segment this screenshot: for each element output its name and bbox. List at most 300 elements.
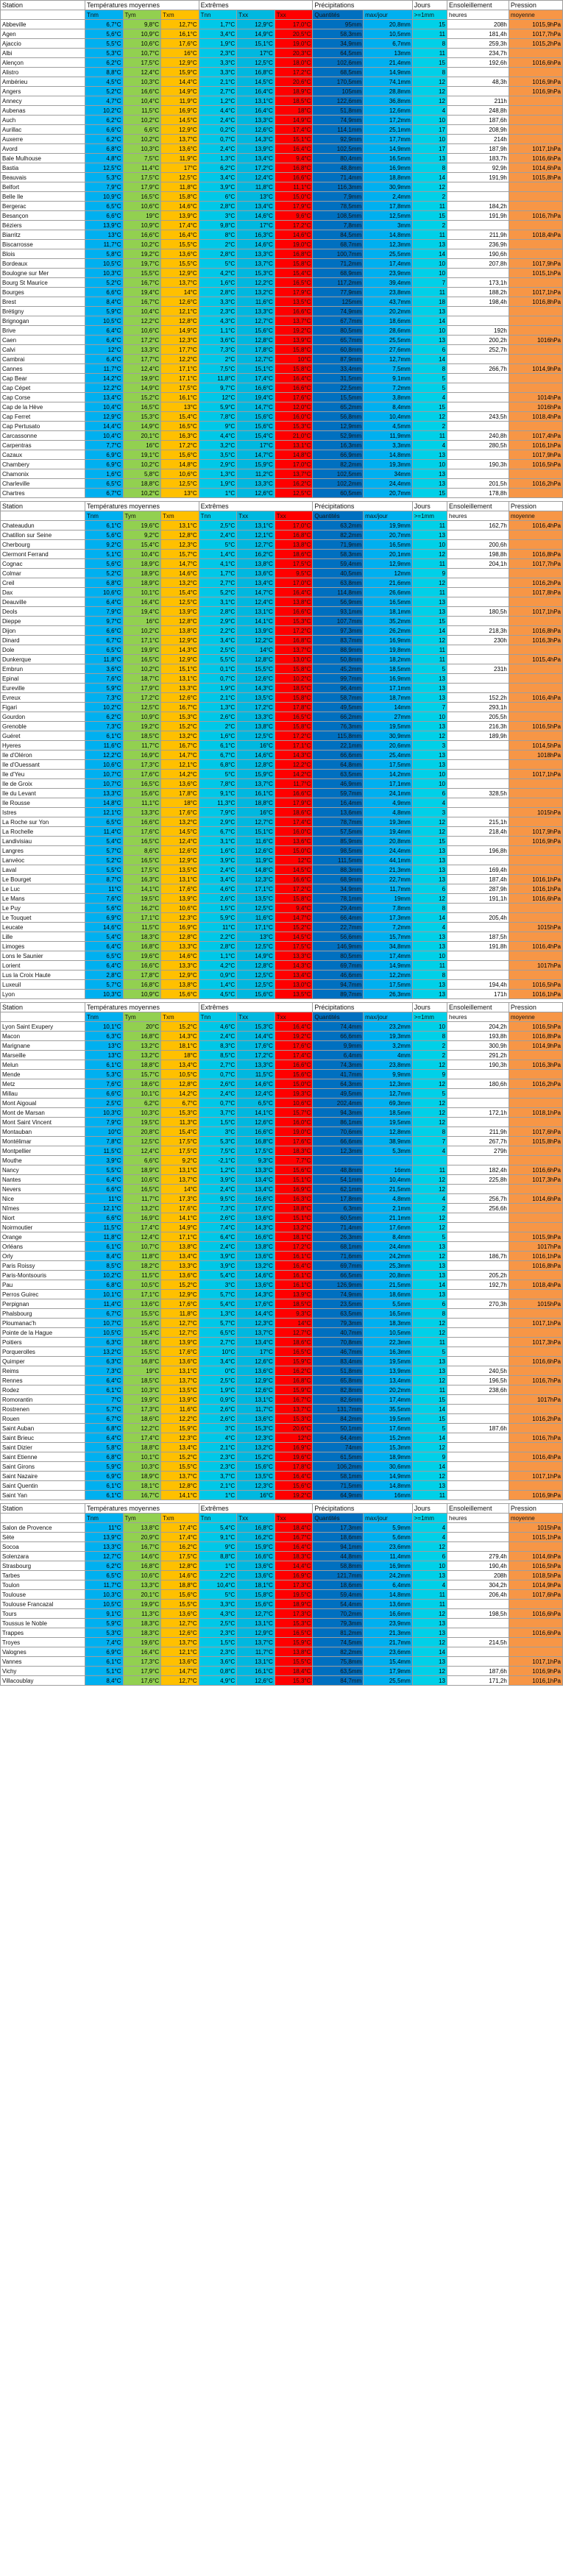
cell-tx: 12,8°C bbox=[237, 336, 275, 345]
station-row bbox=[1, 1357, 563, 1366]
station-row bbox=[1, 1194, 563, 1204]
cell-tm: 16,7°C bbox=[161, 703, 199, 712]
cell-tx: 13,2°C bbox=[237, 288, 275, 297]
cell-tno: 7,4°C bbox=[199, 1223, 237, 1232]
cell-ty: 10,3°C bbox=[123, 77, 161, 87]
cell-tno: 3,4°C bbox=[199, 1357, 237, 1366]
cell-ty: 10,3°C bbox=[123, 1462, 161, 1472]
cell-tn: 5,2°C bbox=[85, 278, 123, 288]
cell-tn: 5,2°C bbox=[85, 87, 123, 96]
station-name: Creil bbox=[1, 578, 85, 588]
station-name: Cazaux bbox=[1, 450, 85, 460]
cell-ty: 6,6°C bbox=[123, 125, 161, 135]
cell-p: 1016,7hPa bbox=[509, 211, 562, 221]
cell-tx: 17°C bbox=[237, 441, 275, 450]
cell-tm: 12,2°C bbox=[161, 1414, 199, 1424]
station-name: Porquerolles bbox=[1, 1347, 85, 1357]
cell-mj: 13,4mm bbox=[364, 1376, 413, 1385]
cell-mj: 12,6mm bbox=[364, 106, 413, 116]
cell-mj: 14,8mm bbox=[364, 1481, 413, 1491]
cell-q: 202,4mm bbox=[313, 1099, 364, 1108]
cell-p bbox=[509, 383, 562, 393]
cell-tm: 14,2°C bbox=[161, 1089, 199, 1099]
cell-h bbox=[447, 617, 509, 626]
cell-tm: 18,1°C bbox=[161, 1041, 199, 1051]
cell-tno: 2,1°C bbox=[199, 693, 237, 703]
cell-p bbox=[509, 540, 562, 550]
cell-txo: 16,5°C bbox=[275, 1347, 313, 1357]
cell-h: 169,4h bbox=[447, 865, 509, 875]
cell-tm: 12,9°C bbox=[161, 856, 199, 865]
cell-p: 1016,9hPa bbox=[509, 1667, 562, 1676]
cell-h: 171h bbox=[447, 990, 509, 999]
cell-q: 58,8mm bbox=[313, 1561, 364, 1571]
cell-tx: 13,3°C bbox=[237, 116, 275, 125]
cell-q: 58,3mm bbox=[313, 29, 364, 39]
cell-txo: 16,4°C bbox=[275, 1022, 313, 1032]
cell-j: 12 bbox=[412, 1060, 447, 1070]
station-name: Carpentras bbox=[1, 441, 85, 450]
header-station: Station bbox=[1, 1003, 85, 1012]
cell-p: 1017,8hPa bbox=[509, 588, 562, 597]
cell-txo: 15,0°C bbox=[275, 846, 313, 856]
cell-tn: 6,8°C bbox=[85, 1280, 123, 1290]
cell-mj: 21,4mm bbox=[364, 58, 413, 68]
cell-ty: 19,6°C bbox=[123, 1638, 161, 1647]
cell-ty: 13,3°C bbox=[123, 1580, 161, 1590]
cell-tm: 13,3°C bbox=[161, 942, 199, 951]
cell-tno: 3,3°C bbox=[199, 297, 237, 307]
cell-ty: 16°C bbox=[123, 441, 161, 450]
cell-txo: 15,9°C bbox=[275, 1385, 313, 1395]
cell-tx: 17°C bbox=[237, 1347, 275, 1357]
cell-mj: 2,1mm bbox=[364, 1204, 413, 1213]
cell-h: 270,3h bbox=[447, 1299, 509, 1309]
station-row bbox=[1, 703, 563, 712]
cell-ty: 15,5°C bbox=[123, 1309, 161, 1319]
station-name: Landivisiau bbox=[1, 837, 85, 846]
cell-j: 18 bbox=[412, 297, 447, 307]
cell-mj: 25,5mm bbox=[364, 336, 413, 345]
cell-tm: 17,5°C bbox=[161, 1146, 199, 1156]
cell-mj: 17,4mm bbox=[364, 1395, 413, 1405]
cell-tx: 12,1°C bbox=[237, 531, 275, 540]
cell-h: 240,5h bbox=[447, 1366, 509, 1376]
header-tno: Tnn bbox=[199, 1514, 237, 1523]
cell-q: 79,3mm bbox=[313, 1619, 364, 1628]
cell-p bbox=[509, 1405, 562, 1414]
cell-tn: 11°C bbox=[85, 1523, 123, 1533]
cell-tno: 6,4°C bbox=[199, 1232, 237, 1242]
cell-h bbox=[447, 1452, 509, 1462]
cell-tx: 17,1°C bbox=[237, 923, 275, 932]
cell-tm: 13,9°C bbox=[161, 607, 199, 617]
cell-j: 12 bbox=[412, 1667, 447, 1676]
cell-tn: 14,6°C bbox=[85, 923, 123, 932]
cell-tno: 4,9°C bbox=[199, 1676, 237, 1686]
cell-ty: 6,2°C bbox=[123, 1099, 161, 1108]
station-row bbox=[1, 779, 563, 789]
cell-txo: 16,5°C bbox=[275, 712, 313, 722]
cell-tno: 5,7°C bbox=[199, 1290, 237, 1299]
cell-mj: 26,2mm bbox=[364, 626, 413, 636]
cell-p bbox=[509, 469, 562, 479]
cell-txo: 16,5°C bbox=[275, 1628, 313, 1638]
cell-tn: 5,9°C bbox=[85, 307, 123, 316]
cell-h bbox=[447, 1600, 509, 1609]
cell-q: 50,8mm bbox=[313, 655, 364, 664]
cell-j: 4 bbox=[412, 1146, 447, 1156]
cell-tno: 2,8°C bbox=[199, 202, 237, 211]
cell-j: 10 bbox=[412, 116, 447, 125]
cell-q: 84,5mm bbox=[313, 230, 364, 240]
cell-txo: 16,6°C bbox=[275, 789, 313, 798]
cell-h: 152,2h bbox=[447, 693, 509, 703]
cell-h: 205,2h bbox=[447, 1271, 509, 1280]
cell-q: 88,9mm bbox=[313, 645, 364, 655]
cell-tx: 15,9°C bbox=[237, 770, 275, 779]
cell-tm: 13,1°C bbox=[161, 1165, 199, 1175]
station-name: Calvi bbox=[1, 345, 85, 355]
cell-tno: 8,8°C bbox=[199, 1552, 237, 1561]
cell-mj: 3,2mm bbox=[364, 1041, 413, 1051]
cell-ty: 19,9°C bbox=[123, 374, 161, 383]
cell-tx: 14,3°C bbox=[237, 1290, 275, 1299]
cell-tm: 17,1°C bbox=[161, 374, 199, 383]
header-temperatures: Températures moyennes bbox=[85, 1504, 199, 1514]
station-row bbox=[1, 1089, 563, 1099]
cell-tn: 7,9°C bbox=[85, 607, 123, 617]
cell-q: 79,3mm bbox=[313, 1319, 364, 1328]
cell-tx: 15,1°C bbox=[237, 364, 275, 374]
cell-mj: 16,3mm bbox=[364, 1347, 413, 1357]
cell-tno: 1,3°C bbox=[199, 469, 237, 479]
cell-q: 18,6mm bbox=[313, 1580, 364, 1590]
station-name: Paris Roissy bbox=[1, 1261, 85, 1271]
cell-p bbox=[509, 345, 562, 355]
cell-txo: 13,8°C bbox=[275, 597, 313, 607]
cell-p bbox=[509, 1185, 562, 1194]
cell-tm: 17,3°C bbox=[161, 1194, 199, 1204]
cell-tx: 14,7°C bbox=[237, 588, 275, 597]
cell-mj: 24,1mm bbox=[364, 789, 413, 798]
cell-h bbox=[447, 1619, 509, 1628]
cell-j: 13 bbox=[412, 693, 447, 703]
cell-txo: 17,3°C bbox=[275, 1580, 313, 1590]
cell-ty: 10,9°C bbox=[123, 712, 161, 722]
cell-tno: 0,7°C bbox=[199, 135, 237, 144]
cell-tm: 17,2°C bbox=[161, 441, 199, 450]
cell-p: 1018,4hPa bbox=[509, 230, 562, 240]
cell-tx: 13,8°C bbox=[237, 1242, 275, 1252]
cell-tm: 17,5°C bbox=[161, 383, 199, 393]
cell-ty: 11,7°C bbox=[123, 1194, 161, 1204]
cell-j: 13 bbox=[412, 597, 447, 607]
cell-q: 71,5mm bbox=[313, 1481, 364, 1491]
cell-mj: 25,3mm bbox=[364, 1261, 413, 1271]
station-name: Ploumanac'h bbox=[1, 1319, 85, 1328]
cell-tx: 14°C bbox=[237, 645, 275, 655]
cell-q: 74,4mm bbox=[313, 1022, 364, 1032]
cell-tno: 6,8°C bbox=[199, 760, 237, 770]
cell-q: 89,7mm bbox=[313, 990, 364, 999]
cell-tn: 6,4°C bbox=[85, 597, 123, 607]
station-name: Boulogne sur Mer bbox=[1, 269, 85, 278]
cell-ty: 10,2°C bbox=[123, 460, 161, 469]
cell-j: 11 bbox=[412, 1385, 447, 1395]
cell-p: 1016hPa bbox=[509, 336, 562, 345]
station-name: Chambery bbox=[1, 460, 85, 469]
cell-tx: 16°C bbox=[237, 808, 275, 817]
cell-j: 12 bbox=[412, 1542, 447, 1552]
cell-tn: 10,7°C bbox=[85, 770, 123, 779]
header-j: >=1mm bbox=[412, 1514, 447, 1523]
cell-ty: 14,6°C bbox=[123, 1552, 161, 1561]
cell-tx: 16,6°C bbox=[237, 1127, 275, 1137]
station-name: Limoges bbox=[1, 942, 85, 951]
cell-j: 15 bbox=[412, 1414, 447, 1424]
cell-h bbox=[447, 1481, 509, 1491]
cell-ty: 19,9°C bbox=[123, 1600, 161, 1609]
cell-p: 1015,9hPa bbox=[509, 1232, 562, 1242]
station-row bbox=[1, 1452, 563, 1462]
station-row bbox=[1, 68, 563, 77]
cell-p: 1016,5hPa bbox=[509, 460, 562, 469]
cell-txo: 16,4°C bbox=[275, 1542, 313, 1552]
cell-tm: 13,2°C bbox=[161, 578, 199, 588]
station-name: Cambrai bbox=[1, 355, 85, 364]
cell-tn: 5,8°C bbox=[85, 249, 123, 259]
cell-q: 51,8mm bbox=[313, 106, 364, 116]
cell-tno: 9,7°C bbox=[199, 383, 237, 393]
cell-tn: 8,5°C bbox=[85, 1261, 123, 1271]
cell-q: 66,6mm bbox=[313, 751, 364, 760]
cell-txo: 14,5°C bbox=[275, 932, 313, 942]
cell-tm: 15,4°C bbox=[161, 412, 199, 422]
cell-p bbox=[509, 712, 562, 722]
cell-p bbox=[509, 106, 562, 116]
cell-tx: 16,6°C bbox=[237, 1552, 275, 1561]
cell-p bbox=[509, 779, 562, 789]
cell-txo: 16,0°C bbox=[275, 412, 313, 422]
station-name: Perros Guirec bbox=[1, 1290, 85, 1299]
cell-tm: 17,8°C bbox=[161, 789, 199, 798]
cell-mj: 15,4mm bbox=[364, 1657, 413, 1667]
cell-ty: 10,1°C bbox=[123, 1089, 161, 1099]
header-p: moyenne bbox=[509, 1514, 562, 1523]
cell-tn: 5,5°C bbox=[85, 39, 123, 49]
cell-tn: 6,2°C bbox=[85, 1561, 123, 1571]
station-row bbox=[1, 1108, 563, 1118]
cell-p: 1014,5hPa bbox=[509, 741, 562, 751]
cell-txo: 15,8°C bbox=[275, 693, 313, 703]
cell-j: 14 bbox=[412, 1647, 447, 1657]
cell-mj: 16,9mm bbox=[364, 636, 413, 645]
cell-mj: 8,4mm bbox=[364, 402, 413, 412]
cell-tn: 6,9°C bbox=[85, 450, 123, 460]
cell-txo: 14,5°C bbox=[275, 865, 313, 875]
cell-h bbox=[447, 569, 509, 578]
cell-p bbox=[509, 1309, 562, 1319]
cell-j: 14 bbox=[412, 1405, 447, 1414]
cell-txo: 13,9°C bbox=[275, 336, 313, 345]
cell-tno: 4,4°C bbox=[199, 431, 237, 441]
cell-tno: 0°C bbox=[199, 1366, 237, 1376]
header-tm: Txm bbox=[161, 1012, 199, 1022]
cell-tx: 13,3°C bbox=[237, 1060, 275, 1070]
cell-j: 12 bbox=[412, 1472, 447, 1481]
cell-q: 18,6mm bbox=[313, 1533, 364, 1542]
cell-h: 182,4h bbox=[447, 1165, 509, 1175]
cell-tm: 15,5°C bbox=[161, 1462, 199, 1472]
cell-txo: 16,2°C bbox=[275, 479, 313, 489]
cell-ty: 17,3°C bbox=[123, 1657, 161, 1667]
cell-p: 1017,3hPa bbox=[509, 1175, 562, 1185]
cell-j: 12 bbox=[412, 96, 447, 106]
cell-txo: 17,0°C bbox=[275, 20, 313, 29]
cell-tm: 16,2°C bbox=[161, 1542, 199, 1552]
cell-p: 1016,1hPa bbox=[509, 441, 562, 450]
cell-tx: 13,6°C bbox=[237, 1252, 275, 1261]
cell-h: 190,6h bbox=[447, 249, 509, 259]
cell-mj: 13,9mm bbox=[364, 1366, 413, 1376]
cell-q: 98,5mm bbox=[313, 846, 364, 856]
cell-tno: 3,9°C bbox=[199, 1175, 237, 1185]
cell-q: 80,4mm bbox=[313, 154, 364, 163]
cell-tx: 12,3°C bbox=[237, 875, 275, 884]
cell-h bbox=[447, 904, 509, 913]
cell-p bbox=[509, 1481, 562, 1491]
cell-tn: 10,3°C bbox=[85, 269, 123, 278]
cell-j: 14 bbox=[412, 1433, 447, 1443]
cell-txo: 15,3°C bbox=[275, 422, 313, 431]
station-row bbox=[1, 636, 563, 645]
cell-j: 10 bbox=[412, 951, 447, 961]
cell-ty: 8,6°C bbox=[123, 846, 161, 856]
cell-q: 69,7mm bbox=[313, 1261, 364, 1271]
cell-tn: 5,6°C bbox=[85, 559, 123, 569]
cell-tn: 6,2°C bbox=[85, 116, 123, 125]
station-name: Nevers bbox=[1, 1185, 85, 1194]
cell-tn: 6,1°C bbox=[85, 1060, 123, 1070]
cell-j: 11 bbox=[412, 1165, 447, 1175]
cell-q: 7,9mm bbox=[313, 192, 364, 202]
cell-tx: 12,2°C bbox=[237, 278, 275, 288]
cell-txo: 16,6°C bbox=[275, 383, 313, 393]
cell-ty: 11,5°C bbox=[123, 923, 161, 932]
cell-p: 1016,5hPa bbox=[509, 980, 562, 990]
cell-h: 191,9h bbox=[447, 211, 509, 221]
cell-tx: 13,1°C bbox=[237, 607, 275, 617]
cell-txo: 17,5°C bbox=[275, 559, 313, 569]
cell-q: 99,7mm bbox=[313, 674, 364, 684]
cell-txo: 16,5°C bbox=[275, 278, 313, 288]
cell-txo: 14,8°C bbox=[275, 450, 313, 460]
cell-mj: 6,4mm bbox=[364, 1580, 413, 1590]
cell-h: 200,2h bbox=[447, 336, 509, 345]
station-name: Le Puy bbox=[1, 904, 85, 913]
cell-tn: 10,2°C bbox=[85, 703, 123, 712]
cell-txo: 10,6°C bbox=[275, 1099, 313, 1108]
cell-p: 1018,4hPa bbox=[509, 412, 562, 422]
cell-tx: 12,5°C bbox=[237, 58, 275, 68]
cell-h bbox=[447, 1099, 509, 1108]
cell-tm: 14,9°C bbox=[161, 326, 199, 336]
cell-tn: 10,5°C bbox=[85, 1600, 123, 1609]
cell-tx: 13,1°C bbox=[237, 1657, 275, 1667]
station-name: Béziers bbox=[1, 221, 85, 230]
cell-p: 1016,3hPa bbox=[509, 636, 562, 645]
station-name: Ile d'Oléron bbox=[1, 751, 85, 760]
cell-j: 14 bbox=[412, 249, 447, 259]
cell-tn: 10,2°C bbox=[85, 106, 123, 116]
cell-j: 10 bbox=[412, 770, 447, 779]
cell-p: 1018hPa bbox=[509, 751, 562, 760]
cell-ty: 18,8°C bbox=[123, 479, 161, 489]
cell-tno: 1,3°C bbox=[199, 154, 237, 163]
cell-mj: 24,2mm bbox=[364, 1571, 413, 1580]
cell-h: 92,9h bbox=[447, 163, 509, 173]
cell-ty: 17,5°C bbox=[123, 865, 161, 875]
cell-tn: 11,5°C bbox=[85, 1223, 123, 1232]
cell-tno: 2,7°C bbox=[199, 1060, 237, 1070]
cell-tno: 0,1°C bbox=[199, 664, 237, 674]
cell-tn: 11,7°C bbox=[85, 240, 123, 249]
cell-mj: 20,8mm bbox=[364, 837, 413, 846]
cell-ty: 16,4°C bbox=[123, 597, 161, 607]
station-row bbox=[1, 1424, 563, 1433]
cell-j: 12 bbox=[412, 1319, 447, 1328]
cell-tn: 6,1°C bbox=[85, 1491, 123, 1500]
cell-j: 10 bbox=[412, 135, 447, 144]
cell-h: 198,4h bbox=[447, 297, 509, 307]
cell-j: 15 bbox=[412, 211, 447, 221]
cell-q: 66,9mm bbox=[313, 450, 364, 460]
station-row bbox=[1, 550, 563, 559]
cell-tx: 16,8°C bbox=[237, 1137, 275, 1146]
cell-tx: 13,6°C bbox=[237, 1571, 275, 1580]
cell-tn: 6,2°C bbox=[85, 135, 123, 144]
station-row bbox=[1, 460, 563, 469]
cell-p bbox=[509, 1213, 562, 1223]
cell-tm: 12,5°C bbox=[161, 173, 199, 182]
cell-tno: 1,4°C bbox=[199, 550, 237, 559]
cell-mj: 22,3mm bbox=[364, 1338, 413, 1347]
cell-j: 6 bbox=[412, 789, 447, 798]
cell-tno: 4,6°C bbox=[199, 1022, 237, 1032]
cell-tno: 9,5°C bbox=[199, 1194, 237, 1204]
cell-p bbox=[509, 865, 562, 875]
cell-mj: 6,7mm bbox=[364, 39, 413, 49]
cell-j: 14 bbox=[412, 1462, 447, 1472]
cell-j: 8 bbox=[412, 39, 447, 49]
cell-q: 74,9mm bbox=[313, 1290, 364, 1299]
cell-q: 58,7mm bbox=[313, 693, 364, 703]
cell-tno: 6,5°C bbox=[199, 1328, 237, 1338]
cell-mj: 23,8mm bbox=[364, 288, 413, 297]
cell-mj: 18,5mm bbox=[364, 664, 413, 674]
cell-p: 1016,3hPa bbox=[509, 1060, 562, 1070]
header-pressure: Pression bbox=[509, 502, 562, 511]
cell-p: 1017,1hPa bbox=[509, 1319, 562, 1328]
cell-tn: 11,7°C bbox=[85, 1580, 123, 1590]
cell-tno: 3,9°C bbox=[199, 1261, 237, 1271]
cell-p bbox=[509, 856, 562, 865]
cell-mj: 15,2mm bbox=[364, 1433, 413, 1443]
station-name: Poitiers bbox=[1, 1338, 85, 1347]
cell-mj: 7,8mm bbox=[364, 904, 413, 913]
cell-tn: 6,4°C bbox=[85, 1376, 123, 1385]
